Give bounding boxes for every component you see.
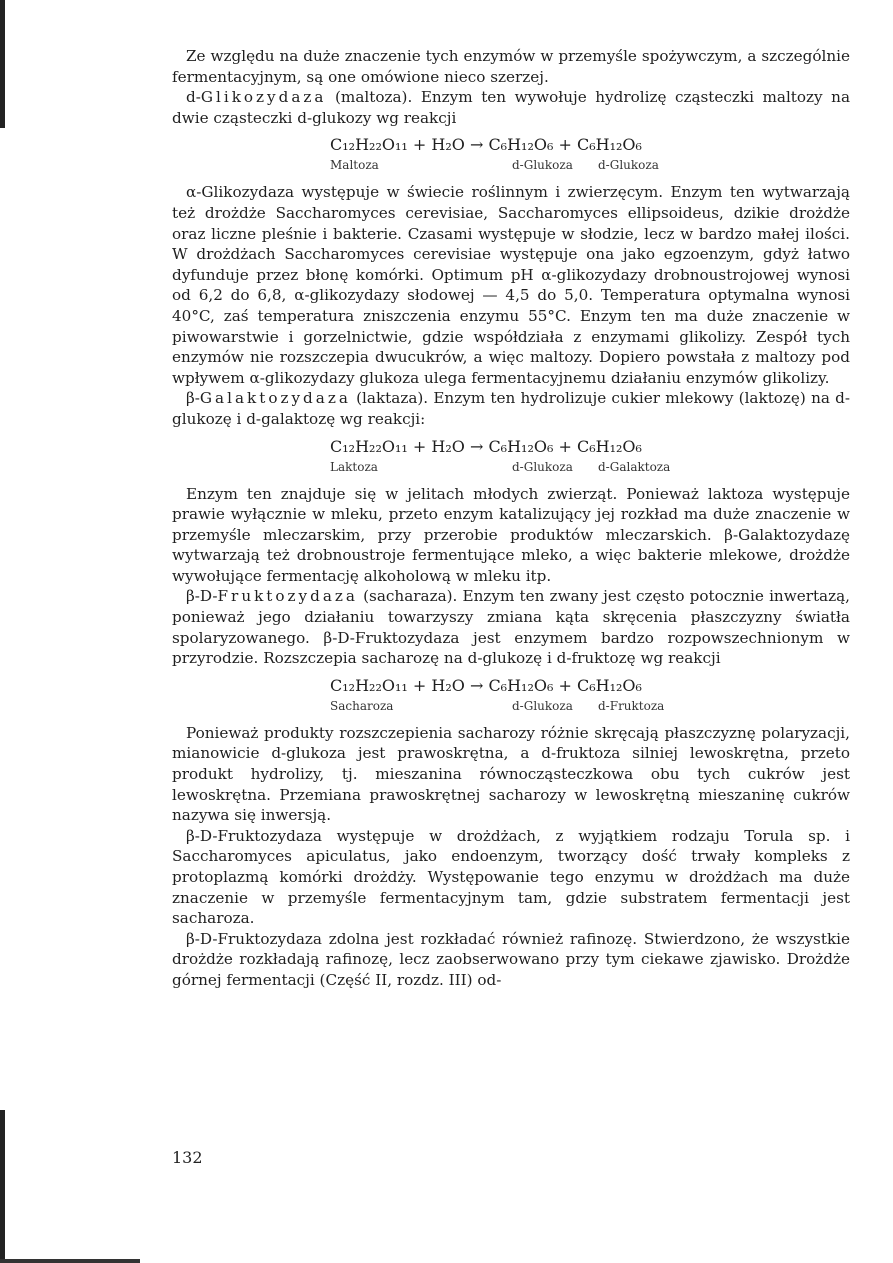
- paragraph-rafinoza: β-D-Fruktozydaza zdolna jest rozkładać również rafinozę. Stwierdzono, że wszystkie drożdże rozkładają rafinozę, lecz zaobserwowano przy tym ciekawe zjawisko. Drożdże górnej fermentacji (Część II, rozdz. III) od-: [172, 929, 850, 989]
- product-label-1: d-Glukoza: [512, 158, 573, 173]
- term-heading: Fruktozydaza: [217, 587, 358, 606]
- paragraph-galaktozydaza: [172, 388, 850, 429]
- product-label-2: d-Galaktoza: [598, 459, 671, 474]
- reaction-formula: C₁₂H₂₂O₁₁ + H₂O → C₆H₁₂O₆ + C₆H₁₂O₆: [330, 135, 642, 155]
- paragraph-text: (sacharaza). Enzym ten zwany jest często potocznie inwertazą, ponieważ jego działaniu towarzyszy zmiana kąta skręcenia płaszczyzny światła spolaryzowanego. β-D-Fruktozydaza jest enzymem bardzo rozpowszechnionym w przyrodzie. Rozszczepia sacharozę na d-glukozę i d-fruktozę wg reakcji: [172, 587, 850, 668]
- product-label-2: d-Fruktoza: [598, 698, 665, 713]
- reaction-labels: [330, 458, 710, 478]
- paragraph-drozdze-endoenzym: β-D-Fruktozydaza występuje w drożdżach, z wyjątkiem rodzaju Torula sp. i Saccharomyces apiculatus, jako endoenzym, tworzący dość trwały kompleks z protoplazmą komórki drożdży. Występowanie tego enzymu w drożdżach ma duże znaczenie w przemyśle fermentacyjnym tam, gdzie substratem fermentacji jest sacharoza.: [172, 826, 850, 928]
- term-heading: Glikozydaza: [200, 88, 327, 107]
- reaction-formula: C₁₂H₂₂O₁₁ + H₂O → C₆H₁₂O₆ + C₆H₁₂O₆: [330, 675, 642, 695]
- scan-edge-base: [0, 1259, 140, 1263]
- reaction-sacharoza: [330, 675, 710, 717]
- page-body: [172, 46, 850, 991]
- substrate-label: Laktoza: [330, 459, 378, 474]
- paragraph-text: (laktaza). Enzym ten hydrolizuje cukier mlekowy (laktozę) na d-glukozę i d-galaktozę wg reakcji:: [172, 389, 850, 428]
- paragraph-inwersja: Ponieważ produkty rozszczepienia sacharozy różnie skręcają płaszczyznę polaryzacji, mianowicie d-glukoza jest prawoskrętna, a d-fruktoza silniej lewoskrętna, przeto produkt hydrolizy, tj. mieszanina równocząsteczkowa obu tych cukrów jest lewoskrętna. Przemiana prawoskrętnej sacharozy w lewoskrętną mieszaninę cukrów nazywa się inwersją.: [172, 723, 850, 825]
- term-prefix: β-: [186, 389, 200, 408]
- product-label-1: d-Glukoza: [512, 459, 573, 474]
- scan-edge-top: [0, 0, 5, 128]
- paragraph-text: (maltoza). Enzym ten wywołuje hydrolizę cząsteczki maltozy na dwie cząsteczki d-glukozy wg reakcji: [172, 88, 850, 127]
- reaction-formula: C₁₂H₂₂O₁₁ + H₂O → C₆H₁₂O₆ + C₆H₁₂O₆: [330, 436, 642, 456]
- term-heading: Galaktozydaza: [199, 389, 351, 408]
- paragraph-intro: Ze względu na duże znaczenie tych enzymów w przemyśle spożywczym, a szczególnie fermentacyjnym, są one omówione nieco szerzej.: [172, 47, 850, 86]
- paragraph-alfa-glikozydaza: α-Glikozydaza występuje w świecie roślinnym i zwierzęcym. Enzym ten wytwarzają też drożdże Saccharomyces cerevisiae, Saccharomyces ellipsoideus, dzikie drożdże oraz liczne pleśnie i bakterie. Czasami występuje w słodzie, lecz w bardzo małej ilości. W drożdżach Saccharomyces cerevisiae występuje ona jako egzoenzym, gdyż łatwo dyfunduje przez błonę komórki. Optimum pH α-glikozydazy drobnoustrojowej wynosi od 6,2 do 6,8, α-glikozydazy słodowej — 4,5 do 5,0. Temperatura optymalna wynosi 40°C, zaś temperatura zniszczenia enzymu 55°C. Enzym ten ma duże znaczenie w piwowarstwie i gorzelnictwie, gdzie współdziała z enzymami glikolizy. Zespół tych enzymów nie rozszczepia dwucukrów, a więc maltozy. Dopiero powstała z maltozy pod wpływem α-glikozydazy glukoza ulega fermentacyjnemu działaniu enzymów glikolizy.: [172, 183, 850, 387]
- substrate-label: Maltoza: [330, 158, 379, 173]
- reaction-maltoza: [330, 134, 710, 176]
- reaction-laktoza: [330, 436, 710, 478]
- product-label-1: d-Glukoza: [512, 698, 573, 713]
- term-prefix: β-D-: [186, 587, 218, 606]
- term-prefix: d-: [186, 88, 201, 107]
- reaction-labels: [330, 697, 710, 717]
- paragraph-fruktozydaza: [172, 586, 850, 668]
- scan-edge-bottom: [0, 1110, 5, 1263]
- substrate-label: Sacharoza: [330, 698, 394, 713]
- product-label-2: d-Glukoza: [598, 158, 659, 173]
- reaction-labels: [330, 156, 710, 176]
- page-number: 132: [172, 1148, 203, 1167]
- paragraph-laktaza-occurrence: Enzym ten znajduje się w jelitach młodych zwierząt. Ponieważ laktoza występuje prawie wyłącznie w mleku, przeto enzym katalizujący jej rozkład ma duże znaczenie w przemyśle mleczarskim, przy przerobie produktów mleczarskich. β-Galaktozydazę wytwarzają też drobnoustroje fermentujące mleko, a więc bakterie mlekowe, drożdże wywołujące fermentację alkoholową w mleku itp.: [172, 484, 850, 585]
- paragraph-glikozydaza: [172, 87, 850, 128]
